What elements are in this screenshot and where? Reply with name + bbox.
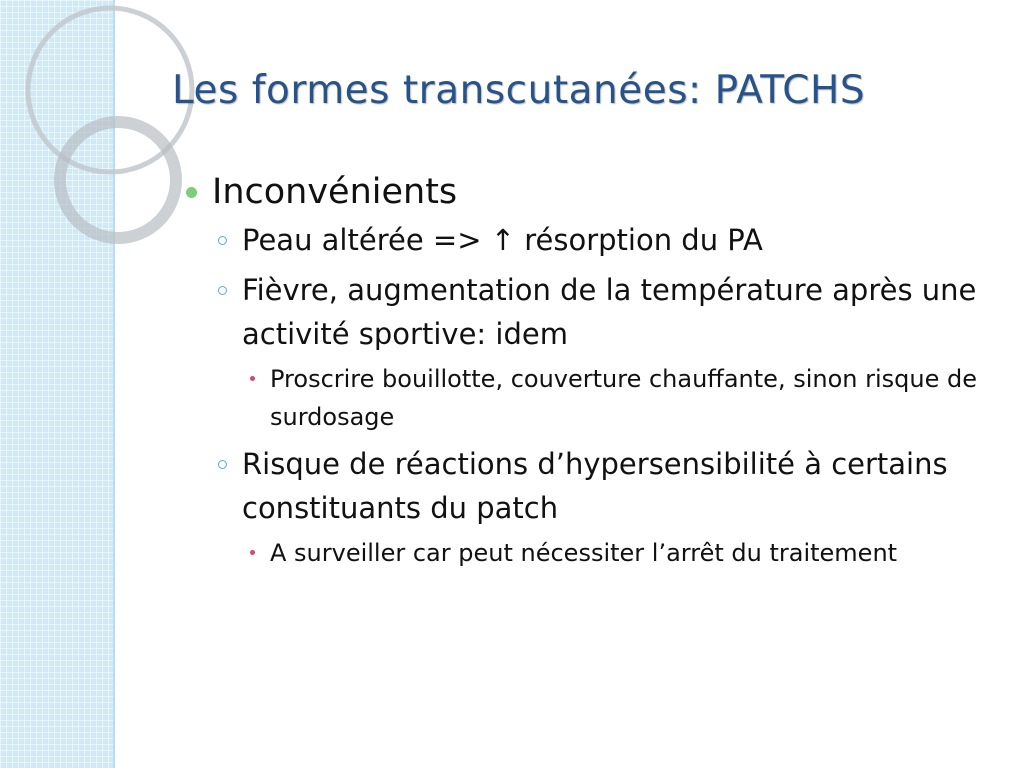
bullet-level2-fievre bbox=[180, 268, 1000, 356]
bullet-level3-proscrire bbox=[180, 360, 1000, 436]
bullet-level2-peau bbox=[180, 218, 1000, 262]
bullet-text: Inconvénients bbox=[212, 172, 458, 212]
bullet-ring-icon bbox=[218, 236, 227, 245]
bullet-ring-icon bbox=[218, 460, 227, 469]
bullet-dot-small-icon bbox=[250, 376, 255, 381]
bullet-ring-icon bbox=[218, 286, 227, 295]
bullet-text: A surveiller car peut nécessiter l’arrêt du traitement bbox=[270, 539, 898, 567]
bullet-list bbox=[180, 168, 1000, 572]
bullet-level1-inconvenients bbox=[180, 168, 1000, 216]
bullet-text: Fièvre, augmentation de la température après une activité sportive: idem bbox=[242, 273, 977, 351]
side-strip-edge bbox=[113, 0, 115, 768]
bullet-level2-risque bbox=[180, 442, 1000, 530]
decorative-side-strip bbox=[0, 0, 113, 768]
slide-title: Les formes transcutanées: PATCHS bbox=[172, 68, 866, 113]
bullet-level3-surveiller bbox=[180, 534, 1000, 572]
bullet-text: Peau altérée => ↑ résorption du PA bbox=[242, 223, 763, 257]
bullet-text: Risque de réactions d’hypersensibilité à certains constituants du patch bbox=[242, 447, 948, 525]
bullet-dot-small-icon bbox=[250, 550, 255, 555]
bullet-dot-icon bbox=[186, 187, 197, 198]
bullet-text: Proscrire bouillotte, couverture chauffante, sinon risque de surdosage bbox=[270, 365, 977, 431]
